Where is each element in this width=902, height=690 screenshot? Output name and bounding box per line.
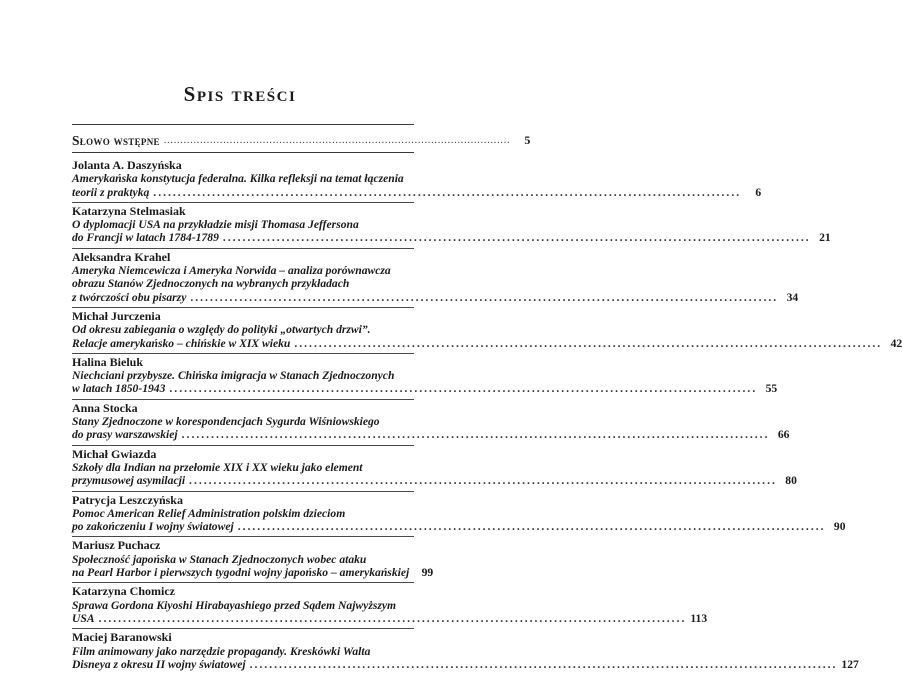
toc-entry-title-line: Szkoły dla Indian na przełomie XIX i XX wieku jako element [72,460,363,474]
toc-entry-title-line: Ameryka Niemcewicza i Ameryka Norwida – analiza porównawcza [72,264,391,278]
toc-entry-page: 21 [819,231,831,245]
toc-entry-last-line [72,611,708,628]
toc-entry-last-line [72,382,778,398]
toc-entry-author: Katarzyna Stelmasiak [72,202,414,218]
dot-leader: ........................................................................................................................ [153,185,742,199]
dot-leader: ........................................................................................................................ [169,382,758,396]
foreword-label: Słowo wstępne [72,132,160,148]
dot-leader: ........................................................................................................................ [181,428,770,442]
toc-entry-title-end: po zakończeniu I wojny światowej [72,520,234,534]
toc-entry-author: Mariusz Puchacz [72,536,414,552]
dot-leader: ........................................................................................................................ [294,336,883,350]
toc-entry-author: Michał Jurczenia [72,307,414,323]
toc-entry-last-line [72,520,846,536]
toc-entry-title-end: Disneya z okresu II wojny światowej [72,657,246,671]
toc-entry-author: Michał Gwiazda [72,445,414,461]
toc-entry[interactable] [72,307,902,353]
toc-entry-title-line: obrazu Stanów Zjednoczonych na wybranych przykładach [72,277,350,291]
dot-leader: ........................................................................................................................ [249,657,838,671]
toc-entry-title-end: do prasy warszawskiej [72,428,178,442]
toc-entry-title-line: Niechciani przybysze. Chińska imigracja w Stanach Zjednoczonych [72,369,395,383]
toc-entry-last-line [72,336,902,353]
toc-entry-author: Aleksandra Krahel [72,248,414,264]
toc-entry-author: Anna Stocka [72,399,414,415]
dot-leader: ........................................................................................................................ [189,474,777,488]
page-title: Spis treści [183,82,297,106]
toc-entry-page: 34 [786,290,799,304]
toc-entry-page: 99 [421,566,434,580]
toc-entry-author: Jolanta A. Daszyńska [72,158,182,172]
toc-entry-page: 113 [690,611,708,625]
dot-leader: ........................................................................................................................ [98,611,687,625]
toc-entry[interactable] [72,445,797,491]
toc-entry-title-end: w latach 1850-1943 [72,382,166,396]
toc-entry-last-line [72,657,859,674]
dot-leader: ........................................................................................................................ [237,520,826,534]
toc-entry-last-line [72,474,797,490]
toc-entry[interactable] [72,157,762,202]
toc-entry-last-line [72,231,831,247]
toc-entry-page: 42 [890,336,902,350]
toc-entry-title-end: z twórczości obu pisarzy [72,290,187,304]
toc-entry[interactable] [72,248,799,307]
toc-foreword-row[interactable] [72,129,531,152]
toc-entry-title-line: Stany Zjednoczone w korespondencjach Sygurda Wiśniowskiego [72,415,380,429]
toc-entry-page: 127 [841,657,859,671]
toc-entry-page: 80 [785,474,797,488]
toc-entry-title-end: przymusowej asymilacji [72,474,186,488]
toc-entry[interactable] [72,202,831,248]
foreword-page: 5 [524,133,531,147]
toc-entries [72,157,902,674]
toc-entry-title-line: Amerykańska konstytucja federalna. Kilka refleksji na temat łączenia [72,172,404,186]
dot-leader: ......................................................................................................... [163,135,511,146]
toc-entry-last-line [72,185,762,202]
toc-entry-title-end: teorii z praktyką [72,185,150,199]
toc-entry-title-line: Społeczność japońska w Stanach Zjednoczonych wobec ataku [72,552,367,566]
toc-entry[interactable] [72,628,859,674]
toc-entry[interactable] [72,353,778,399]
toc-entry-title-line: Pomoc American Relief Administration polskim dzieciom [72,506,346,520]
dot-leader: ........................................................................................................................ [222,231,811,245]
toc-entry-author: Katarzyna Chomicz [72,582,414,598]
toc-entry-page: 6 [755,185,762,199]
toc-entry[interactable] [72,582,708,628]
toc-entry-last-line [72,290,799,307]
toc-entry-page: 55 [765,382,778,396]
toc-entry-title-end: USA [72,611,95,625]
toc-entry-last-line [72,428,790,444]
toc-entry-title-end: na Pearl Harbor i pierwszych tygodni wojny japońsko – amerykańskiej [72,566,410,580]
toc-entry-title-line: Film animowany jako narzędzie propagandy. Kreskówki Walta [72,644,371,658]
toc-entry-title-end: do Francji w latach 1784-1789 [72,231,219,245]
toc-entry-title-line: Od okresu zabiegania o względy do polityki „otwartych drzwi”. [72,323,371,337]
toc-entry-title-line: O dyplomacji USA na przykładzie misji Thomasa Jeffersona [72,218,359,232]
toc-entry-title-end: Relacje amerykańsko – chińskie w XIX wieku [72,336,291,350]
dot-leader: ........................................................................................................................ [190,290,779,304]
toc-entry-author: Patrycja Leszczyńska [72,491,414,507]
toc-entry[interactable] [72,399,790,445]
toc-entry-author: Halina Bieluk [72,353,414,369]
toc-entry-title-line: Sprawa Gordona Kiyoshi Hirabayashiego przed Sądem Najwyższym [72,598,397,612]
top-rule [72,124,414,125]
table-of-contents [72,129,902,674]
toc-entry-page: 66 [777,428,790,442]
toc-entry[interactable] [72,536,434,582]
toc-entry[interactable] [72,491,846,537]
toc-entry-author: Maciej Baranowski [72,628,414,644]
toc-entry-page: 90 [833,520,846,534]
toc-entry-last-line [72,566,434,582]
